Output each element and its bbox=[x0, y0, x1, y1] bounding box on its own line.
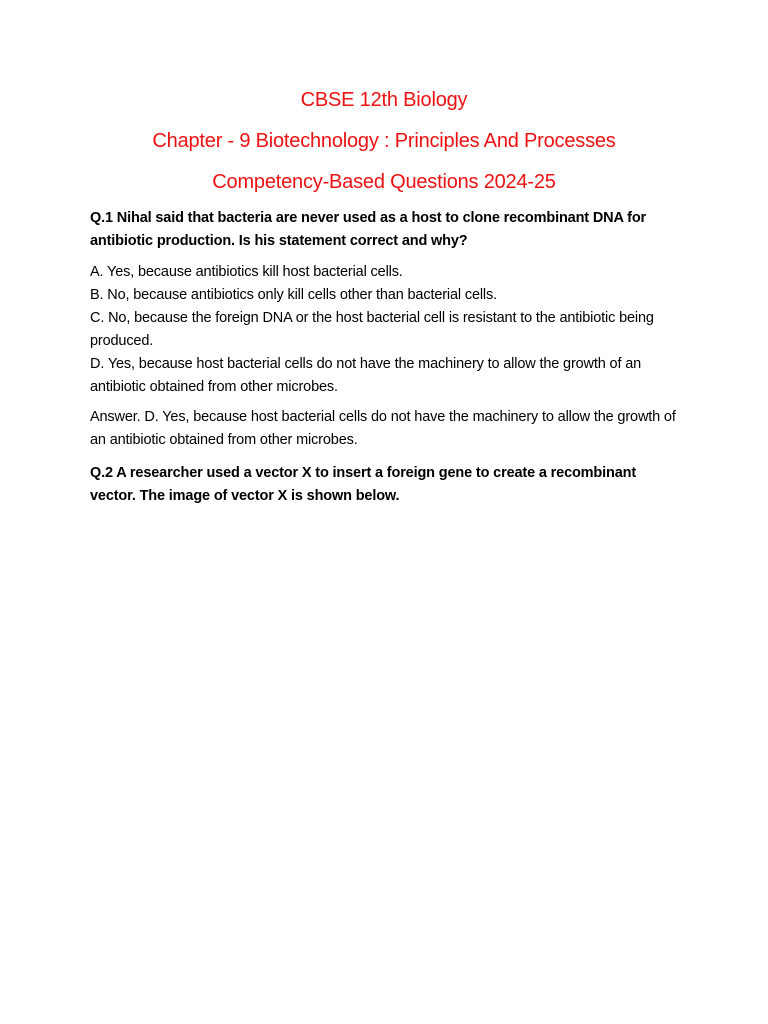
option-c: C. No, because the foreign DNA or the host bacterial cell is resistant to the antibiotic being produced. bbox=[90, 310, 654, 349]
answer-label: Answer. bbox=[90, 409, 141, 425]
question-1-answer bbox=[90, 406, 680, 452]
option-a: A. Yes, because antibiotics kill host bacterial cells. bbox=[90, 264, 403, 280]
option-b: B. No, because antibiotics only kill cells other than bacterial cells. bbox=[90, 287, 497, 303]
document-title: CBSE 12th Biology bbox=[300, 89, 468, 111]
question-1-options bbox=[90, 261, 680, 399]
question-2: Q.2 A researcher used a vector X to insert a foreign gene to create a recombinant vector. The image of vector X is shown below. bbox=[90, 465, 637, 504]
chapter-title: Chapter - 9 Biotechnology : Principles And Processes bbox=[152, 130, 616, 152]
question-1: Q.1 Nihal said that bacteria are never used as a host to clone recombinant DNA for antibiotic production. Is his statement correct and why? bbox=[90, 210, 647, 249]
answer-text: D. Yes, because host bacterial cells do not have the machinery to allow the growth of an antibiotic obtained from other microbes. bbox=[90, 409, 676, 448]
option-d: D. Yes, because host bacterial cells do not have the machinery to allow the growth of an antibiotic obtained from other microbes. bbox=[90, 356, 642, 395]
section-title: Competency-Based Questions 2024-25 bbox=[212, 171, 556, 193]
